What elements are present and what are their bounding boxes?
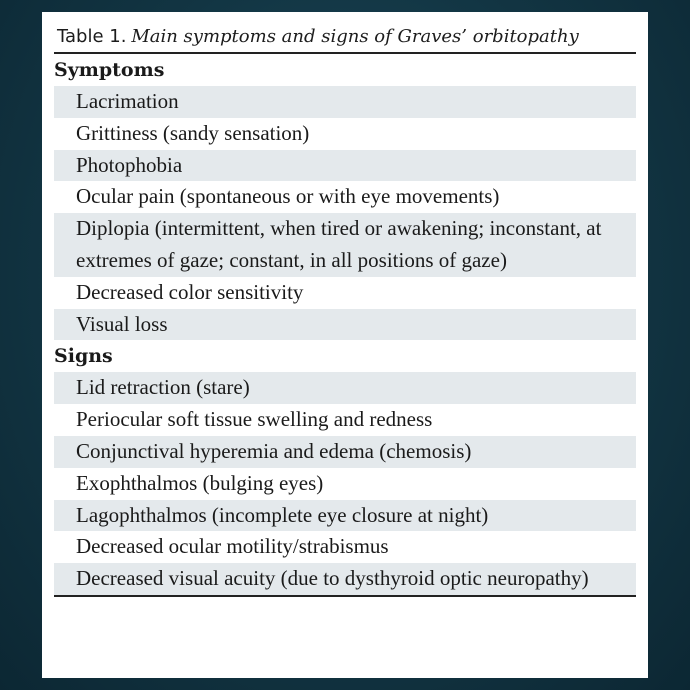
- sign-row: Conjunctival hyperemia and edema (chemosis): [54, 436, 636, 468]
- table-caption: [54, 22, 636, 52]
- symptom-row: Diplopia (intermittent, when tired or awakening; inconstant, at extremes of gaze; constant, in all positions of gaze): [54, 213, 636, 277]
- table-body: [54, 54, 636, 595]
- symptom-row: Visual loss: [54, 309, 636, 341]
- sign-row: Lid retraction (stare): [54, 372, 636, 404]
- section-heading-signs: Signs: [54, 345, 113, 368]
- bottom-rule: [54, 595, 636, 597]
- symptom-row: Grittiness (sandy sensation): [76, 120, 310, 145]
- sign-row: Periocular soft tissue swelling and redness: [76, 407, 433, 432]
- sign-row: Decreased ocular motility/strabismus: [76, 534, 389, 559]
- sign-row: Lagophthalmos (incomplete eye closure at night): [54, 500, 636, 532]
- sign-row: Exophthalmos (bulging eyes): [76, 470, 324, 495]
- symptom-row: Photophobia: [54, 150, 636, 182]
- table-title: Main symptoms and signs of Graves’ orbitopathy: [131, 26, 579, 47]
- table-label: Table 1.: [57, 26, 127, 47]
- symptom-row: Decreased color sensitivity: [76, 279, 304, 304]
- section-heading-symptoms: Symptoms: [54, 59, 165, 81]
- sign-row: Decreased visual acuity (due to dysthyroid optic neuropathy): [54, 563, 636, 595]
- symptom-row: Ocular pain (spontaneous or with eye movements): [76, 184, 500, 209]
- symptom-row: Lacrimation: [54, 86, 636, 118]
- table-card: [42, 12, 648, 678]
